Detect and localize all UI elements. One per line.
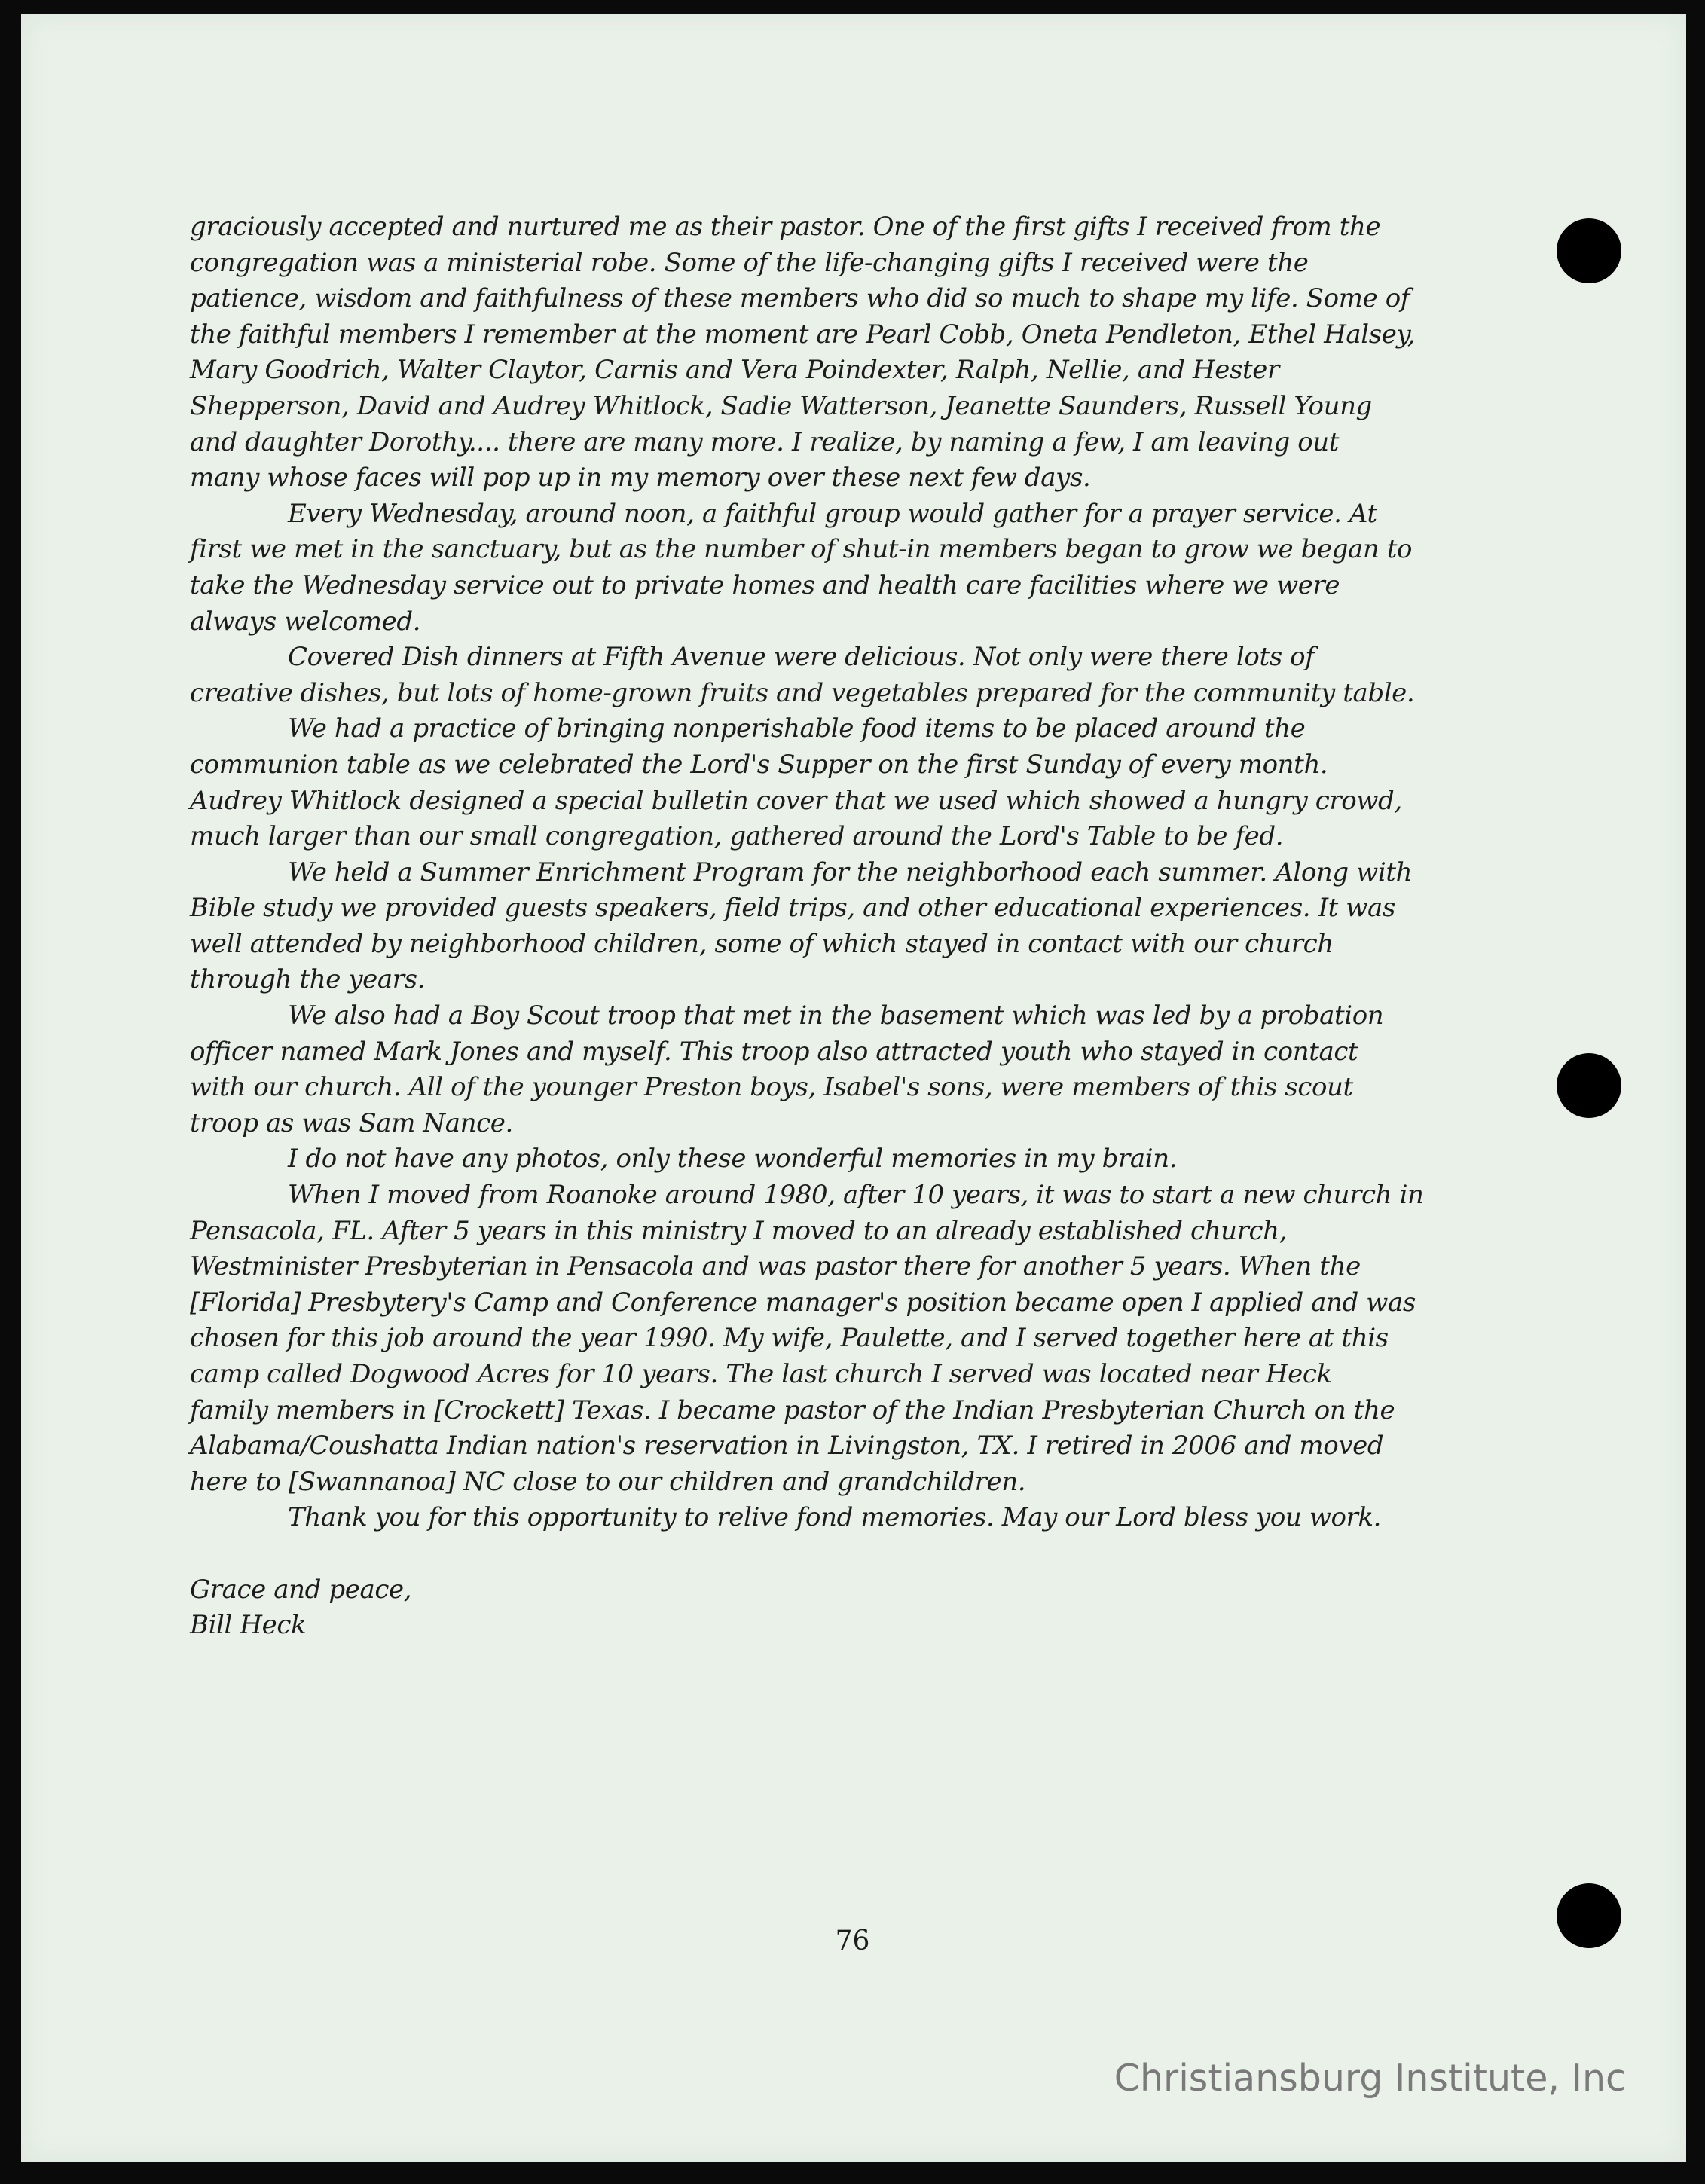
letter-line: Audrey Whitlock designed a special bulletin cover that we used which showed a hungry crowd,: [190, 785, 1402, 816]
letter-line: officer named Mark Jones and myself. This troop also attracted youth who stayed in contact: [190, 1036, 1358, 1067]
letter-line: Bible study we provided guests speakers, field trips, and other educational experiences. It was: [190, 893, 1395, 924]
letter-line: We held a Summer Enrichment Program for the neighborhood each summer. Along with: [288, 857, 1413, 887]
letter-line: always welcomed.: [190, 606, 421, 637]
letter-line: well attended by neighborhood children, some of which stayed in contact with our church: [190, 928, 1334, 959]
letter-line: with our church. All of the younger Preston boys, Isabel's sons, were members of this scout: [190, 1072, 1353, 1103]
letter-line: congregation was a ministerial robe. Some of the life-changing gifts I received were the: [190, 247, 1309, 278]
letter-line: [Florida] Presbytery's Camp and Conference manager's position became open I applied and was: [190, 1287, 1416, 1318]
letter-line: camp called Dogwood Acres for 10 years. The last church I served was located near Heck: [190, 1359, 1332, 1389]
letter-line: troop as was Sam Nance.: [190, 1107, 513, 1138]
letter-line: creative dishes, but lots of home-grown fruits and vegetables prepared for the community table.: [190, 677, 1415, 708]
letter-line: patience, wisdom and faithfulness of these members who did so much to shape my life. Some of: [190, 283, 1410, 314]
letter-line: Westminister Presbyterian in Pensacola and was pastor there for another 5 years. When the: [190, 1251, 1361, 1282]
letter-line: graciously accepted and nurtured me as their pastor. One of the first gifts I received from the: [190, 212, 1381, 242]
letter-lines: [190, 209, 1516, 1536]
letter-line: Pensacola, FL. After 5 years in this ministry I moved to an already established church,: [190, 1215, 1288, 1246]
letter-line: We had a practice of bringing nonperishable food items to be placed around the: [288, 713, 1306, 744]
letter-line: I do not have any photos, only these wonderful memories in my brain.: [288, 1144, 1178, 1174]
binder-hole-middle: [1557, 1053, 1621, 1118]
letter-line: the faithful members I remember at the moment are Pearl Cobb, Oneta Pendleton, Ethel Halsey,: [190, 319, 1416, 350]
letter-line: here to [Swannanoa] NC close to our children and grandchildren.: [190, 1466, 1026, 1497]
letter-line: Thank you for this opportunity to relive fond memories. May our Lord bless you work.: [288, 1502, 1382, 1533]
letter-line: Every Wednesday, around noon, a faithful group would gather for a prayer service. At: [288, 498, 1377, 529]
letter-line: communion table as we celebrated the Lord's Supper on the first Sunday of every month.: [190, 749, 1328, 780]
letter-line: Mary Goodrich, Walter Claytor, Carnis and Vera Poindexter, Ralph, Nellie, and Hester: [190, 355, 1279, 386]
letter-line: many whose faces will pop up in my memory over these next few days.: [190, 463, 1091, 493]
watermark-text: Christiansburg Institute, Inc: [1114, 2057, 1626, 2100]
letter-closing: Grace and peace,: [190, 1574, 412, 1605]
letter-line: first we met in the sanctuary, but as the number of shut-in members began to grow we began to: [190, 534, 1413, 565]
letter-line: Alabama/Coushatta Indian nation's reservation in Livingston, TX. I retired in 2006 and moved: [190, 1431, 1384, 1462]
letter-line: much larger than our small congregation, gathered around the Lord's Table to be fed.: [190, 821, 1284, 852]
blank-line: [190, 1536, 1516, 1572]
letter-line: Covered Dish dinners at Fifth Avenue were delicious. Not only were there lots of: [288, 642, 1315, 673]
letter-line: and daughter Dorothy.... there are many more. I realize, by naming a few, I am leaving out: [190, 426, 1340, 457]
letter-line: Shepperson, David and Audrey Whitlock, Sadie Watterson, Jeanette Saunders, Russell Young: [190, 390, 1372, 421]
letter-body: [190, 209, 1516, 1644]
letter-line: chosen for this job around the year 1990. My wife, Paulette, and I served together here at this: [190, 1323, 1389, 1354]
page-number: 76: [835, 1926, 870, 1956]
binder-hole-top: [1557, 218, 1621, 283]
letter-line: We also had a Boy Scout troop that met in the basement which was led by a probation: [288, 1000, 1384, 1031]
letter-line: family members in [Crockett] Texas. I became pastor of the Indian Presbyterian Church on the: [190, 1394, 1395, 1425]
letter-signature: Bill Heck: [190, 1610, 307, 1641]
letter-line: When I moved from Roanoke around 1980, after 10 years, it was to start a new church in: [288, 1180, 1424, 1211]
letter-line: through the years.: [190, 964, 426, 995]
letter-line: take the Wednesday service out to private homes and health care facilities where we were: [190, 570, 1340, 600]
